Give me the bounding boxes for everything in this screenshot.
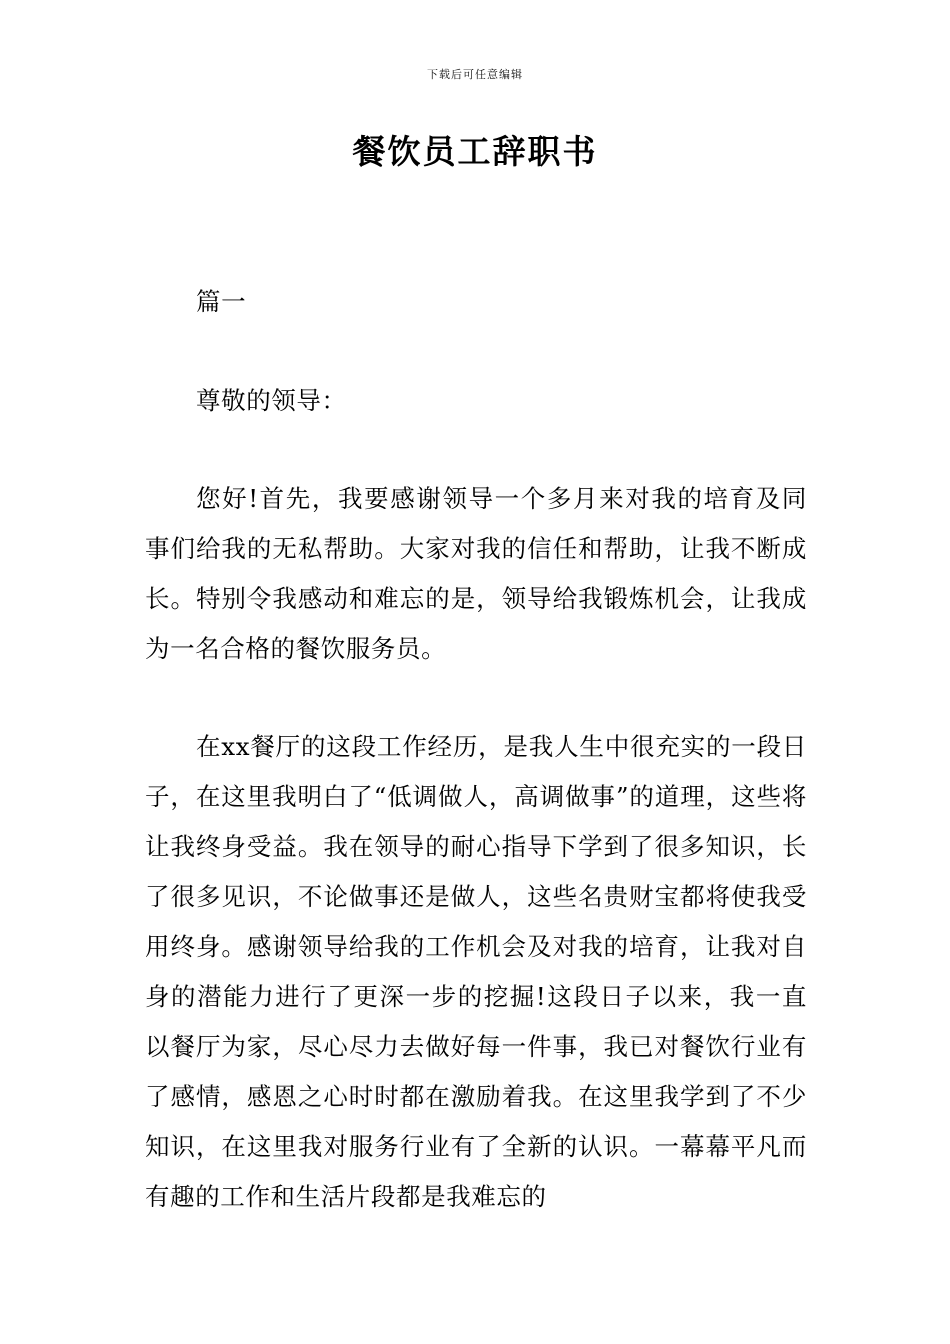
document-title: 餐饮员工辞职书	[352, 132, 598, 171]
header-note: 下载后可任意编辑	[427, 68, 523, 81]
section-label: 篇一	[196, 287, 247, 316]
body-paragraph: 您好!首先，我要感谢领导一个多月来对我的培育及同事们给我的无私帮助。大家对我的信任和帮助，让我不断成长。特别令我感动和难忘的是，领导给我锻炼机会，让我成为一名合格的餐饮服务员。	[145, 484, 807, 663]
salutation: 尊敬的领导：	[196, 386, 347, 415]
body-paragraph: 在xx餐厅的这段工作经历，是我人生中很充实的一段日子，在这里我明白了“低调做人，高调做事”的道理，这些将让我终身受益。我在领导的耐心指导下学到了很多知识，长了很多见识，不论做事还是做人，这些名贵财宝都将使我受用终身。感谢领导给我的工作机会及对我的培育，让我对自身的潜能力进行了更深一步的挖掘!这段日子以来，我一直以餐厅为家，尽心尽力去做好每一件事，我已对餐饮行业有了感情，感恩之心时时都在激励着我。在这里我学到了不少知识，在这里我对服务行业有了全新的认识。一幕幕平凡而有趣的工作和生活片段都是我难忘的	[145, 732, 807, 1211]
